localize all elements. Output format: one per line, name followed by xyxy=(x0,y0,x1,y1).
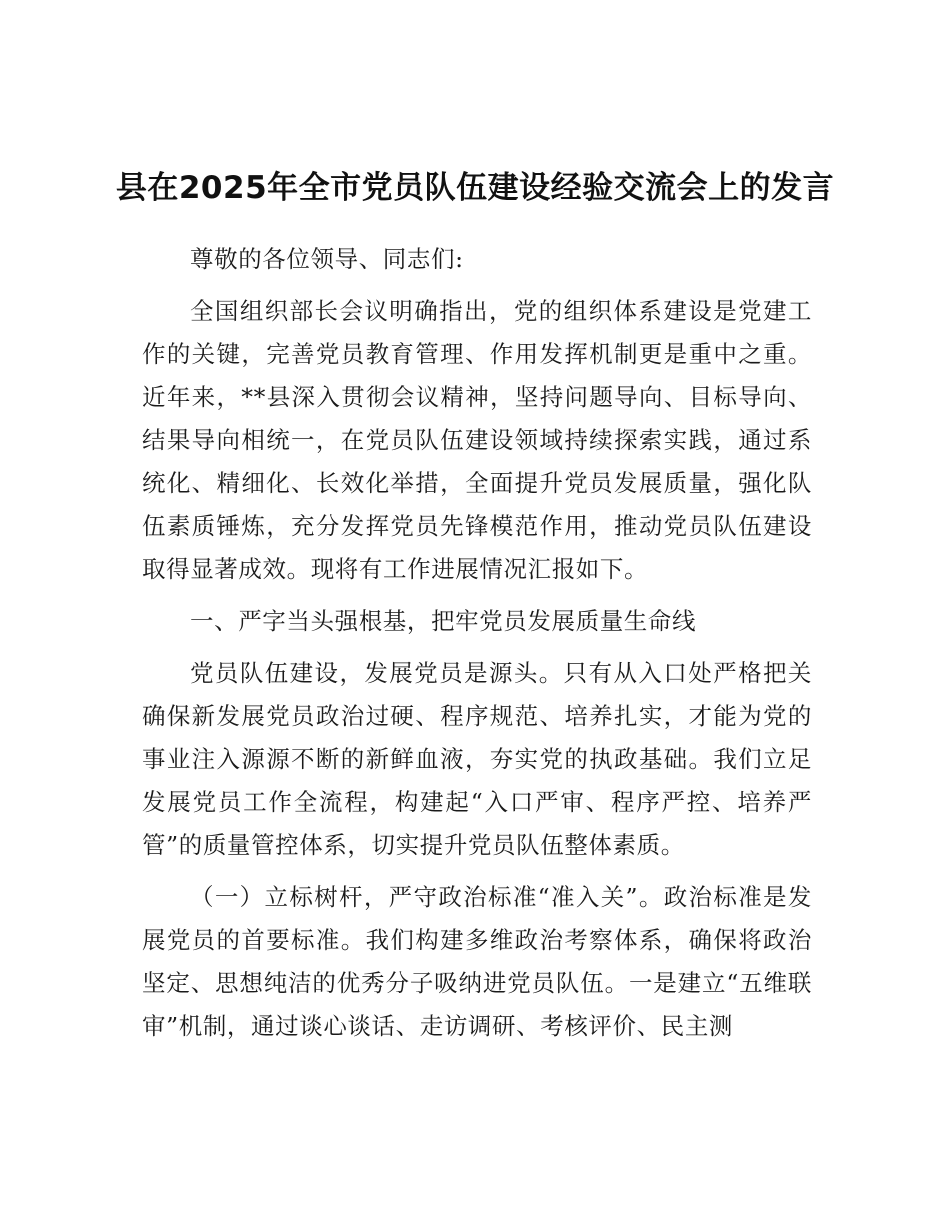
document-title: 县在2025年全市党员队伍建设经验交流会上的发言 xyxy=(115,170,835,206)
paragraph-section-1: 党员队伍建设，发展党员是源头。只有从入口处严格把关确保新发展党员政治过硬、程序规范、培养扎实，才能为党的事业注入源源不断的新鲜血液，夯实党的执政基础。我们立足发展党员工作全流程，构建起“入口严审、程序严控、培养严管”的质量管控体系，切实提升党员队伍整体素质。 xyxy=(142,659,812,859)
paragraph-subsection-1: （一）立标树杆，严守政治标准“准入关”。政治标准是发展党员的首要标准。我们构建多维政治考察体系，确保将政治坚定、思想纯洁的优秀分子吸纳进党员队伍。一是建立“五维联审”机制，通过谈心谈话、走访调研、考核评价、民主测 xyxy=(142,883,812,1040)
section-heading-1: 一、严字当头强根基，把牢党员发展质量生命线 xyxy=(190,607,697,635)
paragraph-intro: 全国组织部长会议明确指出，党的组织体系建设是党建工作的关键，完善党员教育管理、作用发挥机制更是重中之重。近年来，**县深入贯彻会议精神，坚持问题导向、目标导向、结果导向相统一，在党员队伍建设领域持续探索实践，通过系统化、精细化、长效化举措，全面提升党员发展质量，强化队伍素质锤炼，充分发挥党员先锋模范作用，推动党员队伍建设取得显著成效。现将有工作进展情况汇报如下。 xyxy=(142,297,812,583)
document-body xyxy=(142,238,812,1057)
salutation: 尊敬的各位领导、同志们: xyxy=(190,245,464,273)
